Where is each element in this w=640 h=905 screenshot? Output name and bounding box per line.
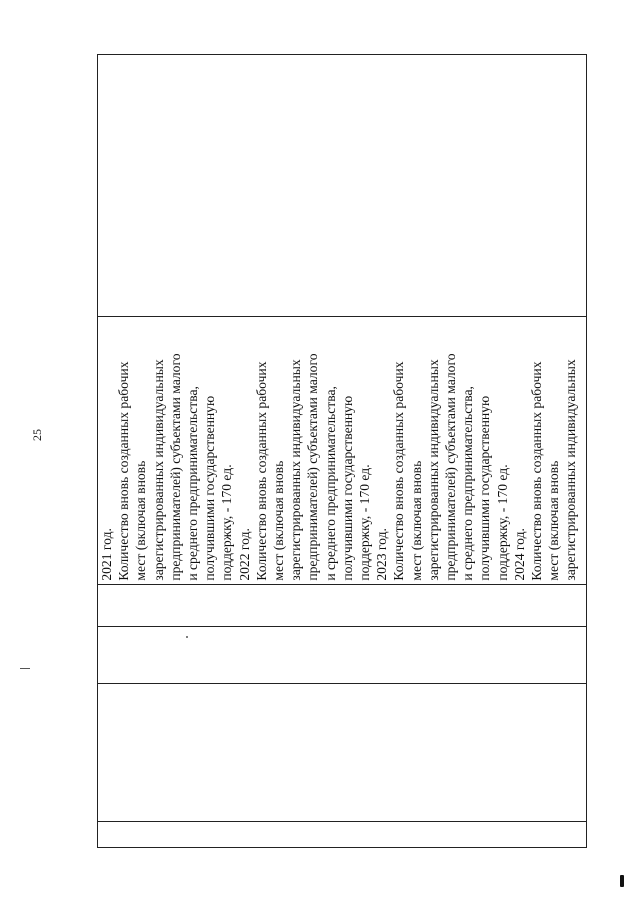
indicator-line: и среднего предпринимательства,: [185, 386, 201, 581]
indicator-line: поддержку, - 170 ед.: [357, 464, 373, 581]
indicator-line: получившими государственную: [339, 395, 355, 581]
indicator-line: поддержку, - 170 ед.: [219, 464, 235, 581]
indicator-line: Количество вновь созданных рабочих: [253, 361, 269, 581]
scan-dot: [186, 636, 188, 638]
indicator-line: мест (включая вновь: [408, 460, 424, 581]
indicator-line: предпринимателей) субъектами малого: [167, 353, 183, 581]
indicator-line: мест (включая вновь: [271, 460, 287, 581]
indicator-line: 2021 год.: [99, 528, 114, 581]
indicator-line: зарегистрированных индивидуальных: [563, 359, 579, 581]
indicator-line: Количество вновь созданных рабочих: [529, 361, 545, 581]
indicator-line: 2022 год.: [236, 528, 252, 581]
indicator-line: предпринимателей) субъектами малого: [443, 353, 459, 581]
table-cell-empty-1: [98, 821, 586, 847]
table-cell-indicators: [98, 316, 586, 583]
indicator-line: и среднего предпринимательства,: [322, 386, 338, 581]
indicator-line: поддержку, - 170 ед.: [494, 464, 510, 581]
indicator-line: предпринимателей) субъектами малого: [305, 353, 321, 581]
indicator-line: Количество вновь созданных рабочих: [391, 361, 407, 581]
indicator-line: зарегистрированных индивидуальных: [150, 359, 166, 581]
edge-mark: [620, 875, 624, 887]
indicator-line: мест (включая вновь: [133, 460, 149, 581]
indicator-line: зарегистрированных индивидуальных: [288, 359, 304, 581]
table-cell-empty-3: [98, 626, 586, 684]
table-cell-empty-4: [98, 584, 586, 626]
table-cell-empty-2: [98, 683, 586, 821]
results-table: [97, 54, 587, 848]
indicator-text: [98, 319, 586, 580]
indicator-line: Количество вновь созданных рабочих: [116, 361, 132, 581]
page-number: 25: [30, 429, 44, 441]
indicator-line: получившими государственную: [202, 395, 218, 581]
indicator-line: зарегистрированных индивидуальных: [425, 359, 441, 581]
indicator-line: 2024 год.: [511, 528, 527, 581]
indicator-line: и среднего предпринимательства,: [460, 386, 476, 581]
indicator-line: мест (включая вновь: [546, 460, 562, 581]
table-cell-empty-6: [98, 55, 586, 316]
indicator-line: получившими государственную: [477, 395, 493, 581]
indicator-line: 2023 год.: [374, 528, 390, 581]
scan-mark: [20, 668, 30, 669]
results-table-frame: [97, 54, 587, 848]
